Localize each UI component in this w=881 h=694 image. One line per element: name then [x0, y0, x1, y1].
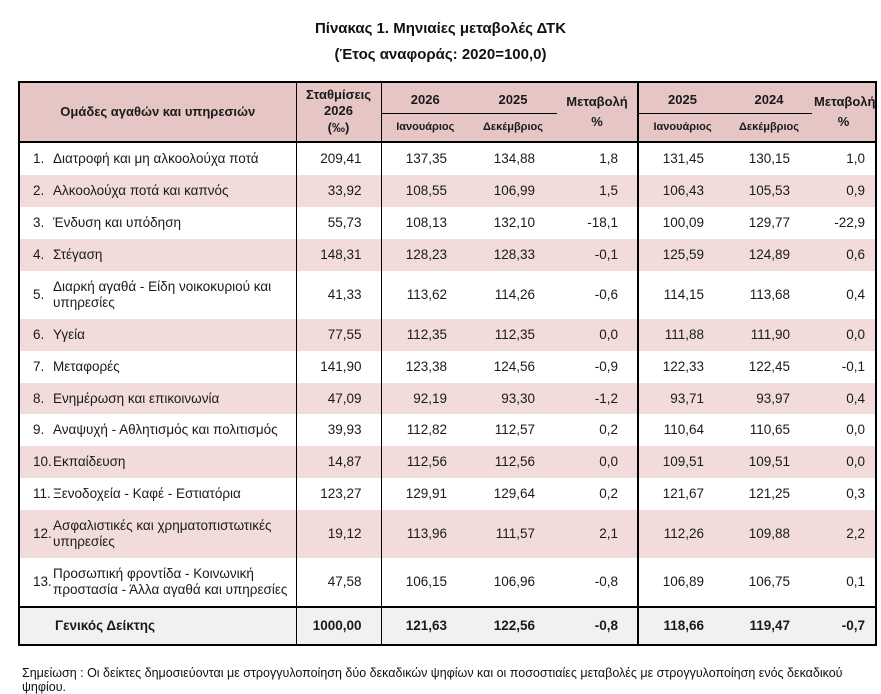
header-month-dec-2025: Δεκέμβριος — [469, 114, 557, 142]
cell-num: 7. — [33, 358, 45, 374]
cell-change-recent: 1,5 — [557, 175, 638, 207]
cell-change-prev: 1,0 — [846, 151, 865, 167]
cell-weight: 209,41 — [296, 142, 381, 175]
cell-category: Γενικός Δείκτης — [53, 607, 296, 645]
table-footer — [19, 607, 876, 645]
cell-idx-2025-dec: 106,99 — [469, 175, 557, 207]
cell-change-prev: -0,1 — [841, 358, 865, 374]
cell-idx-2025-dec: 114,26 — [494, 286, 535, 302]
cell-idx-2025-jan: 110,64 — [663, 422, 704, 438]
cell-idx-2025-dec: 122,56 — [469, 607, 557, 645]
cell-change-prev: 0,9 — [812, 175, 876, 207]
header-change-recent-line2: % — [591, 113, 603, 129]
cell-idx-2024-dec: 110,65 — [749, 422, 790, 438]
table-row — [19, 239, 876, 271]
cell-idx-2026-jan: 129,91 — [405, 486, 447, 502]
cell-idx-2024-dec: 130,15 — [748, 151, 790, 167]
cell-num: 1. — [33, 151, 45, 167]
cell-change-recent: -0,8 — [557, 558, 638, 607]
cell-idx-2026-jan: 137,35 — [405, 151, 447, 167]
cell-category: Ενημέρωση και επικοινωνία — [53, 383, 296, 415]
cell-weight: 123,27 — [296, 478, 381, 510]
header-year-2024: 2024 — [726, 82, 812, 114]
cell-category: Διατροφή και μη αλκοολούχα ποτά — [53, 142, 296, 175]
title-block — [0, 0, 881, 69]
cell-weight: 39,93 — [296, 414, 381, 446]
table-row — [19, 142, 876, 175]
table-row — [19, 351, 876, 383]
cell-category: Μεταφορές — [53, 351, 296, 383]
cell-change-prev: -22,9 — [834, 215, 865, 231]
header-year-2026: 2026 — [381, 82, 469, 114]
cell-category: Ξενοδοχεία - Καφέ - Εστιατόρια — [53, 478, 296, 510]
table-row — [19, 446, 876, 478]
header-change-recent-line1: Μεταβολή — [566, 93, 628, 109]
cell-change-prev: 0,3 — [846, 486, 865, 502]
cell-weight: 41,33 — [296, 271, 381, 319]
cell-idx-2026-jan: 92,19 — [381, 383, 469, 415]
cell-change-recent: 0,0 — [557, 319, 638, 351]
cell-idx-2026-jan: 113,96 — [381, 510, 469, 558]
cell-num: 2. — [19, 175, 53, 207]
header-month-jan-2025: Ιανουάριος — [638, 114, 726, 142]
table-title: Πίνακας 1. Μηνιαίες μεταβολές ΔΤΚ — [314, 20, 567, 37]
cell-idx-2025-dec: 93,30 — [469, 383, 557, 415]
cell-weight: 19,12 — [296, 510, 381, 558]
table-subtitle: (Έτος αναφοράς: 2020=100,0) — [334, 46, 547, 64]
cell-change-recent: -18,1 — [557, 207, 638, 239]
cell-idx-2026-jan: 112,56 — [381, 446, 469, 478]
cell-idx-2024-dec: 129,77 — [748, 215, 790, 231]
table-row — [19, 510, 876, 558]
cell-idx-2024-dec: 109,51 — [726, 446, 812, 478]
cell-category: Διαρκή αγαθά - Είδη νοικοκυριού και υπηρεσίες — [53, 271, 296, 319]
cell-weight: 77,55 — [296, 319, 381, 351]
cell-weight: 47,58 — [296, 558, 381, 607]
table-body — [19, 142, 876, 607]
cell-num: 6. — [19, 319, 53, 351]
cell-num: 9. — [33, 422, 45, 438]
cell-idx-2025-jan: 100,09 — [662, 215, 704, 231]
cell-idx-2024-dec: 105,53 — [726, 175, 812, 207]
header-change-previous — [812, 82, 876, 143]
cell-category: Προσωπική φροντίδα - Κοινωνική προστασία - Άλλα αγαθά και υπηρεσίες — [53, 558, 296, 607]
cell-idx-2026-jan: 123,38 — [405, 358, 447, 374]
table-row — [19, 478, 876, 510]
table-row — [19, 207, 876, 239]
cell-change-prev: 2,2 — [812, 510, 876, 558]
cell-change-prev: 0,0 — [812, 446, 876, 478]
header-weights-line2: 2026 — [324, 103, 353, 119]
cell-idx-2025-jan: 106,43 — [638, 175, 726, 207]
cell-change-recent: 2,1 — [557, 510, 638, 558]
table-row — [19, 414, 876, 446]
cell-category: Εκπαίδευση — [53, 446, 296, 478]
cell-idx-2025-dec: 129,64 — [493, 486, 535, 502]
cell-weight: 141,90 — [296, 351, 381, 383]
cell-idx-2025-jan: 122,33 — [662, 358, 704, 374]
cell-idx-2026-jan: 108,55 — [381, 175, 469, 207]
cell-idx-2024-dec: 122,45 — [748, 358, 790, 374]
cell-idx-2024-dec: 111,90 — [726, 319, 812, 351]
table-row — [19, 271, 876, 319]
cell-category: Αναψυχή - Αθλητισμός και πολιτισμός — [53, 414, 296, 446]
cell-idx-2026-jan: 108,13 — [405, 215, 447, 231]
cell-num — [19, 607, 53, 645]
cell-weight: 55,73 — [296, 207, 381, 239]
cell-idx-2025-dec: 112,57 — [494, 422, 535, 438]
cell-idx-2025-jan: 112,26 — [638, 510, 726, 558]
header-month-dec-2024: Δεκέμβριος — [726, 114, 812, 142]
header-weights-line1: Σταθμίσεις — [305, 86, 372, 102]
cell-weight: 14,87 — [296, 446, 381, 478]
cell-change-prev: 0,4 — [812, 383, 876, 415]
cell-idx-2024-dec: 119,47 — [726, 607, 812, 645]
header-year-2025-dec: 2025 — [469, 82, 557, 114]
cell-num: 10. — [19, 446, 53, 478]
cell-weight: 33,92 — [296, 175, 381, 207]
cell-idx-2026-jan: 128,23 — [381, 239, 469, 271]
cell-num: 5. — [33, 286, 45, 302]
cell-idx-2026-jan: 106,15 — [405, 574, 447, 590]
cell-idx-2026-jan: 112,35 — [381, 319, 469, 351]
cell-idx-2025-jan: 118,66 — [638, 607, 726, 645]
cell-idx-2025-dec: 106,96 — [493, 574, 535, 590]
cell-weight: 47,09 — [296, 383, 381, 415]
cell-idx-2024-dec: 124,89 — [726, 239, 812, 271]
cell-change-prev: 0,0 — [846, 422, 865, 438]
cell-num: 13. — [33, 574, 52, 590]
header-weights-line3: (‰) — [327, 120, 350, 136]
cell-idx-2025-jan: 93,71 — [638, 383, 726, 415]
header-year-2025-jan: 2025 — [638, 82, 726, 114]
table-row — [19, 558, 876, 607]
cell-idx-2025-jan: 109,51 — [638, 446, 726, 478]
cell-num: 3. — [33, 215, 45, 231]
table-header — [19, 82, 876, 143]
cell-change-recent: -1,2 — [557, 383, 638, 415]
cell-num: 11. — [33, 486, 51, 502]
cell-change-prev: 0,6 — [812, 239, 876, 271]
cell-change-recent: -0,6 — [557, 271, 638, 319]
cell-idx-2025-dec: 128,33 — [469, 239, 557, 271]
cell-category: Ασφαλιστικές και χρηματοπιστωτικές υπηρεσίες — [53, 510, 296, 558]
cell-num: 4. — [19, 239, 53, 271]
cell-idx-2024-dec: 106,75 — [748, 574, 790, 590]
cell-change-recent: 0,2 — [557, 414, 638, 446]
cell-change-recent: -0,9 — [557, 351, 638, 383]
cell-weight: 148,31 — [296, 239, 381, 271]
footnote: Σημείωση : Οι δείκτες δημοσιεύονται με στρογγυλοποίηση δύο δεκαδικών ψηφίων και οι ποσοστιαίες μεταβολές με στρογγυλοποίηση ενός δεκαδικού ψηφίου. — [22, 665, 843, 694]
cell-change-prev: 0,1 — [846, 574, 865, 590]
cell-idx-2024-dec: 113,68 — [749, 286, 790, 302]
total-row — [19, 607, 876, 645]
cell-idx-2025-dec: 132,10 — [493, 215, 535, 231]
table-row — [19, 383, 876, 415]
cell-idx-2024-dec: 93,97 — [726, 383, 812, 415]
cell-idx-2025-jan: 131,45 — [662, 151, 704, 167]
cell-change-prev: 0,0 — [812, 319, 876, 351]
cell-idx-2026-jan: 121,63 — [381, 607, 469, 645]
cell-idx-2024-dec: 121,25 — [748, 486, 790, 502]
cell-change-recent: 1,8 — [557, 142, 638, 175]
cell-idx-2025-dec: 134,88 — [493, 151, 535, 167]
cell-category: Υγεία — [53, 319, 296, 351]
header-month-jan-2026: Ιανουάριος — [381, 114, 469, 142]
table-row — [19, 175, 876, 207]
cell-category: Αλκοολούχα ποτά και καπνός — [53, 175, 296, 207]
cell-idx-2025-dec: 112,56 — [469, 446, 557, 478]
cell-change-recent: -0,1 — [557, 239, 638, 271]
header-weights — [296, 82, 381, 143]
cell-change-recent: 0,2 — [557, 478, 638, 510]
cell-change-recent: -0,8 — [557, 607, 638, 645]
cpi-table — [18, 81, 877, 646]
table-row — [19, 319, 876, 351]
cell-idx-2025-jan: 111,88 — [638, 319, 726, 351]
cell-weight: 1000,00 — [296, 607, 381, 645]
cell-idx-2025-jan: 114,15 — [663, 286, 704, 302]
cell-idx-2025-jan: 121,67 — [662, 486, 704, 502]
header-category: Ομάδες αγαθών και υπηρεσιών — [19, 82, 296, 143]
cell-category: Στέγαση — [53, 239, 296, 271]
cell-category: Ένδυση και υπόδηση — [53, 207, 296, 239]
cell-idx-2024-dec: 109,88 — [726, 510, 812, 558]
cell-num: 8. — [19, 383, 53, 415]
cell-change-prev: 0,4 — [846, 286, 865, 302]
cell-idx-2025-dec: 124,56 — [493, 358, 535, 374]
header-change-recent — [557, 82, 638, 143]
cell-change-previous: -0,7 — [812, 607, 876, 645]
cell-idx-2025-dec: 112,35 — [469, 319, 557, 351]
header-change-previous-line1: Μεταβολή — [814, 93, 876, 109]
cell-idx-2025-jan: 106,89 — [662, 574, 704, 590]
cell-idx-2025-dec: 111,57 — [469, 510, 557, 558]
cell-num: 12. — [19, 510, 53, 558]
header-change-previous-line2: % — [837, 113, 850, 129]
cell-change-recent: 0,0 — [557, 446, 638, 478]
cell-idx-2026-jan: 113,62 — [406, 286, 447, 302]
cell-idx-2026-jan: 112,82 — [406, 422, 447, 438]
cell-idx-2025-jan: 125,59 — [638, 239, 726, 271]
header-row-years — [19, 82, 876, 114]
